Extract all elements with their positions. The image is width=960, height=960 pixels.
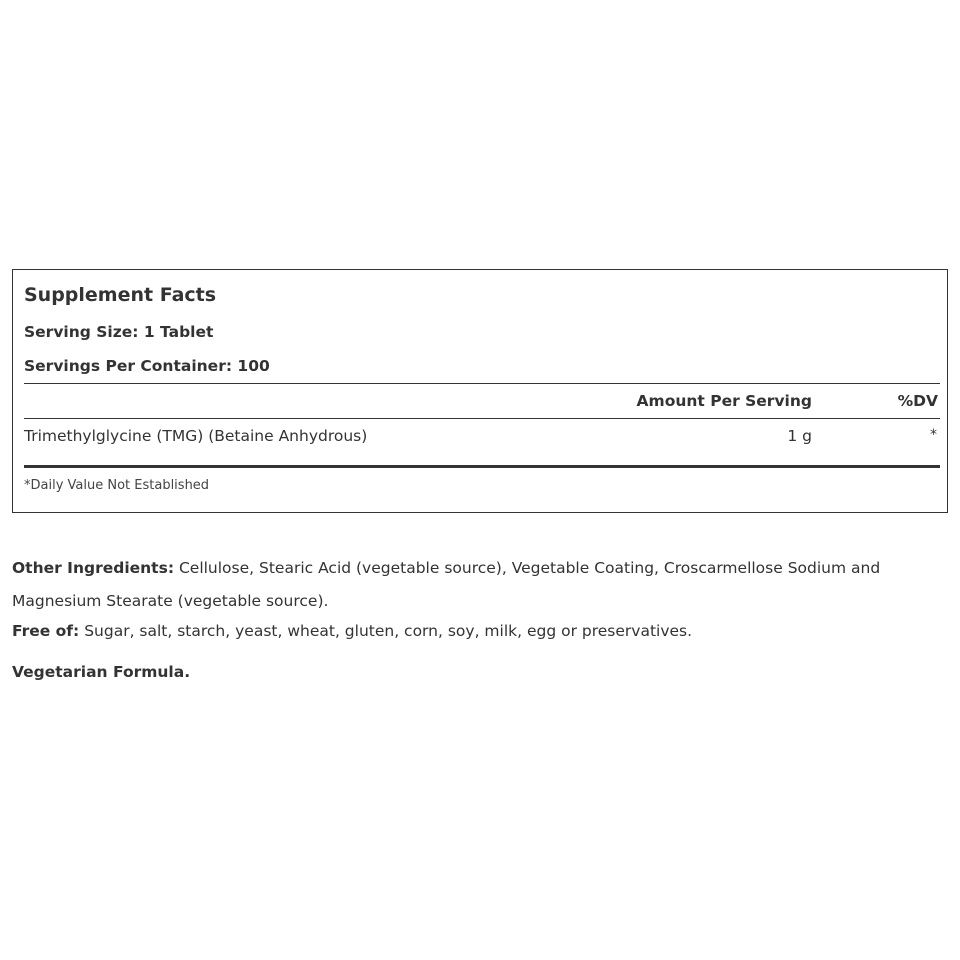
free-of-label: Free of: [12, 622, 80, 640]
ingredient-amount: 1 g [787, 427, 812, 445]
servings-per-container: Servings Per Container: 100 [24, 357, 270, 375]
other-ingredients-label: Other Ingredients: [12, 559, 175, 577]
ingredient-daily-value: * [930, 427, 937, 443]
free-of-text: Sugar, salt, starch, yeast, wheat, gluten, corn, soy, milk, egg or preservatives. [79, 622, 693, 640]
vegetarian-formula: Vegetarian Formula. [12, 663, 191, 681]
free-of [12, 617, 952, 645]
supplement-facts-title: Supplement Facts [24, 284, 217, 306]
ingredient-name: Trimethylglycine (TMG) (Betaine Anhydrous) [24, 427, 368, 445]
header-divider-top [24, 383, 940, 384]
serving-size: Serving Size: 1 Tablet [24, 323, 214, 341]
supplement-facts-panel [12, 269, 948, 513]
table-bottom-divider [24, 465, 940, 468]
other-ingredients-text: Cellulose, Stearic Acid (vegetable source), Vegetable Coating, Croscarmellose Sodium and Magnesium Stearate (vegetable source). [12, 559, 881, 610]
daily-value-footnote: *Daily Value Not Established [24, 478, 210, 493]
amount-per-serving-header: Amount Per Serving [636, 392, 812, 410]
daily-value-header: %DV [897, 392, 938, 410]
header-divider-bottom [24, 418, 940, 419]
other-ingredients [12, 552, 952, 617]
